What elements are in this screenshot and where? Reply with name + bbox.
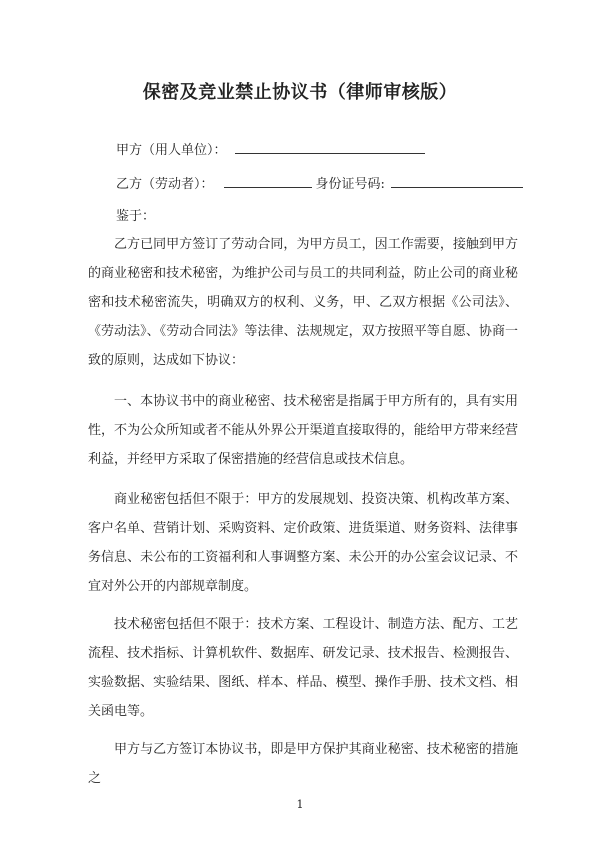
id-number-blank (391, 175, 523, 188)
party-b-blank (224, 175, 312, 188)
paragraph-business-secrets: 商业秘密包括但不限于：甲方的发展规划、投资决策、机构改革方案、客户名单、营销计划、采购资料、定价政策、进货渠道、财务资料、法律事务信息、未公布的工资福利和人事调整方案、未公开的办公室会议记录、不宜对外公开的内部规章制度。 (88, 492, 518, 594)
whereas-label: 鉴于： (116, 209, 156, 224)
page-number: 1 (296, 798, 304, 811)
party-a-label: 甲方（用人单位）： (116, 143, 227, 158)
paragraph-technical-secrets: 技术秘密包括但不限于：技术方案、工程设计、制造方法、配方、工艺流程、技术指标、计算机软件、数据库、研发记录、技术报告、检测报告、实验数据、实验结果、图纸、样本、样品、模型、操作手册、技术文档、相关函电等。 (88, 617, 518, 719)
party-a-line (116, 139, 425, 158)
party-a-blank (235, 141, 425, 154)
paragraph-agreement-purpose: 甲方与乙方签订本协议书，即是甲方保护其商业秘密、技术秘密的措施之 (88, 742, 518, 786)
party-b-label: 乙方（劳动者）： (116, 177, 214, 192)
party-b-line (116, 173, 523, 192)
id-number-label: 身份证号码: (315, 177, 385, 192)
document-title: 保密及竞业禁止协议书（律师审核版） (142, 82, 458, 103)
paragraph-definition: 一、本协议书中的商业秘密、技术秘密是指属于甲方所有的，具有实用性，不为公众所知或者不能从外界公开渠道直接取得的，能给甲方带来经营利益，并经甲方采取了保密措施的经营信息或技术信息。 (88, 394, 518, 467)
paragraph-recitals: 乙方已同甲方签订了劳动合同，为甲方员工，因工作需要，接触到甲方的商业秘密和技术秘密，为维护公司与员工的共同利益，防止公司的商业秘密和技术秘密流失，明确双方的权利、义务，甲、乙双方根据《公司法》、《劳动法》、《劳动合同法》等法律、法规规定，双方按照平等自愿、协商一致的原则，达成如下协议： (88, 237, 518, 368)
